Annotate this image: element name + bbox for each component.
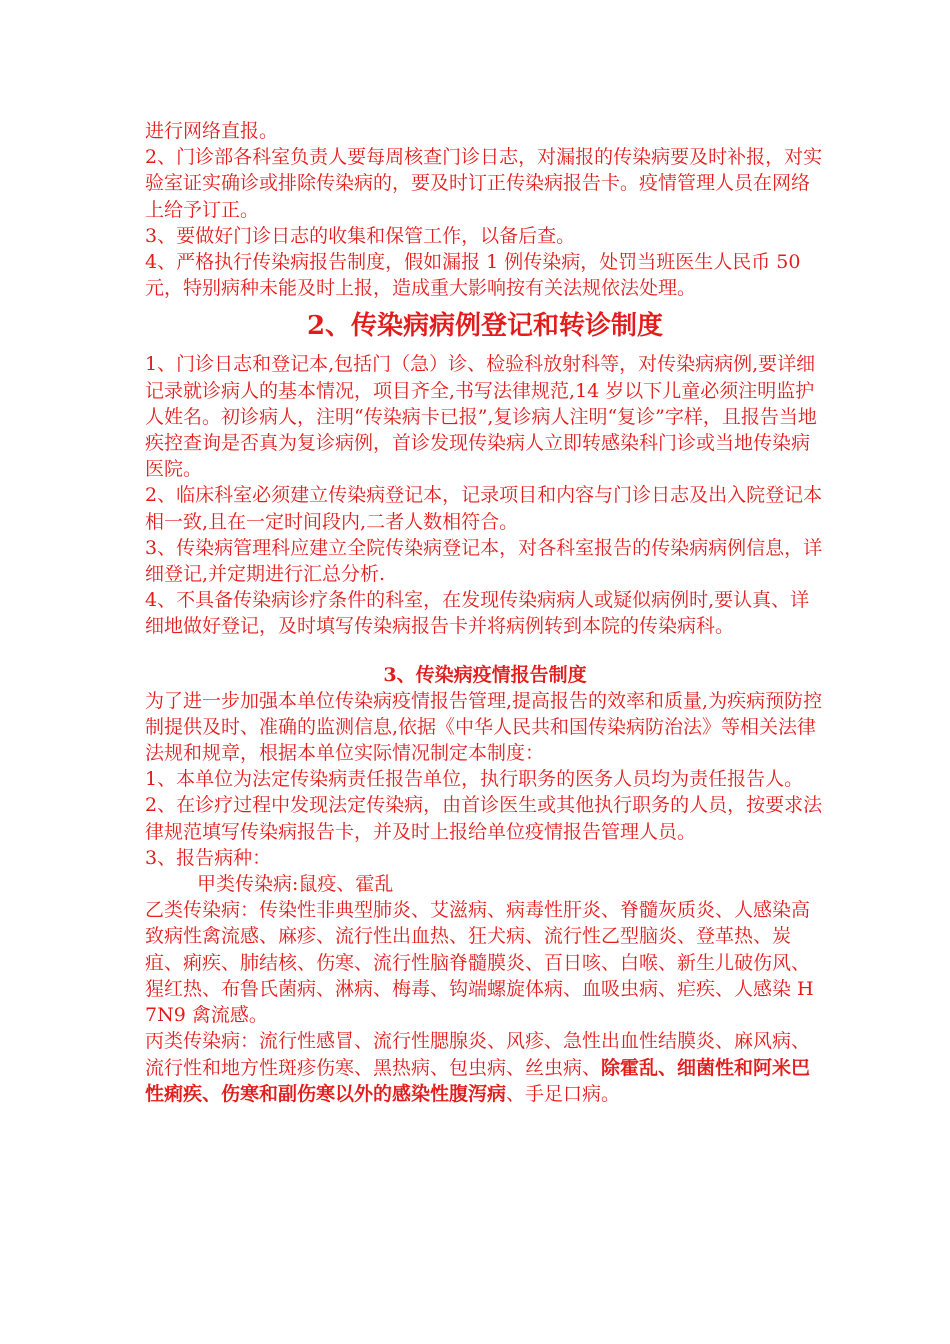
- paragraph: 甲类传染病:鼠疫、霍乱: [197, 873, 394, 896]
- paragraph: 4、严格执行传染病报告制度，假如漏报 1 例传染病，处罚当班医生人民币 50 元，特别病种未能及时上报，造成重大影响按有关法规依法处理。: [145, 251, 807, 300]
- paragraph: 为了进一步加强本单位传染病疫情报告管理,提高报告的效率和质量,为疾病预防控制提供及时、准确的监测信息,依据《中华人民共和国传染病防治法》等相关法律法规和规章，根据本单位实际情况制定本制度：: [145, 689, 823, 765]
- paragraph: 进行网络直报。: [145, 120, 279, 142]
- paragraph: 2、临床科室必须建立传染病登记本，记录项目和内容与门诊日志及出入院登记本相一致,且在一定时间段内,二者人数相符合。: [145, 484, 823, 533]
- document-page: [145, 118, 825, 1107]
- bold-text-run: 除霍乱、细菌性和阿米巴性痢疾、伤寒和副伤寒以外的感染性腹泻病: [145, 1056, 811, 1105]
- paragraph: 乙类传染病：传染性非典型肺炎、艾滋病、病毒性肝炎、脊髓灰质炎、人感染高致病性禽流感、麻疹、流行性出血热、狂犬病、流行性乙型脑炎、登革热、炭疽、痢疾、肺结核、伤寒、流行性脑脊髓膜炎、百日咳、白喉、新生儿破伤风、猩红热、布鲁氏菌病、淋病、梅毒、钩端螺旋体病、血吸虫病、疟疾、人感染 H7N9 禽流感。: [145, 899, 814, 1027]
- paragraph: 3、要做好门诊日志的收集和保管工作，以备后查。: [145, 224, 576, 247]
- paragraph: 2、在诊疗过程中发现法定传染病，由首诊医生或其他执行职务的人员，按要求法律规范填写传染病报告卡，并及时上报给单位疫情报告管理人员。: [145, 794, 823, 843]
- paragraph: 2、门诊部各科室负责人要每周核查门诊日志，对漏报的传染病要及时补报，对实验室证实确诊或排除传染病的，要及时订正传染病报告卡。疫情管理人员在网络上给予订正。: [145, 146, 823, 221]
- section-heading: 3、传染病疫情报告制度: [383, 663, 587, 686]
- paragraph: 3、传染病管理科应建立全院传染病登记本，对各科室报告的传染病病例信息，详细登记,并定期进行汇总分析.: [145, 536, 823, 586]
- text-run: 、手足口病。: [506, 1082, 621, 1105]
- paragraph: 3、报告病种：: [145, 846, 272, 869]
- paragraph: 1、本单位为法定传染病责任报告单位，执行职务的医务人员均为责任报告人。: [145, 768, 804, 791]
- paragraph: 4、不具备传染病诊疗条件的科室，在发现传染病病人或疑似病例时,要认真、详细地做好登记，及时填写传染病报告卡并将病例转到本院的传染病科。: [145, 589, 810, 638]
- paragraph: 1、门诊日志和登记本,包括门（急）诊、检验科放射科等，对传染病病例,要详细记录就诊病人的基本情况，项目齐全,书写法律规范,14 岁以下儿童必须注明监护人姓名。初诊病人，注明“传染病卡已报”,复诊病人注明“复诊”字样，且报告当地疾控查询是否真为复诊病例，首诊发现传染病人立即转感染科门诊或当地传染病医院。: [145, 353, 817, 481]
- text-run: 丙类传染病：流行性感冒、流行性腮腺炎、风疹、急性出血性结膜炎、麻风病、流行性和地方性斑疹伤寒、黑热病、包虫病、丝虫病、: [145, 1030, 811, 1079]
- section-heading: 2、传染病病例登记和转诊制度: [306, 311, 664, 342]
- paragraph: [145, 1028, 825, 1107]
